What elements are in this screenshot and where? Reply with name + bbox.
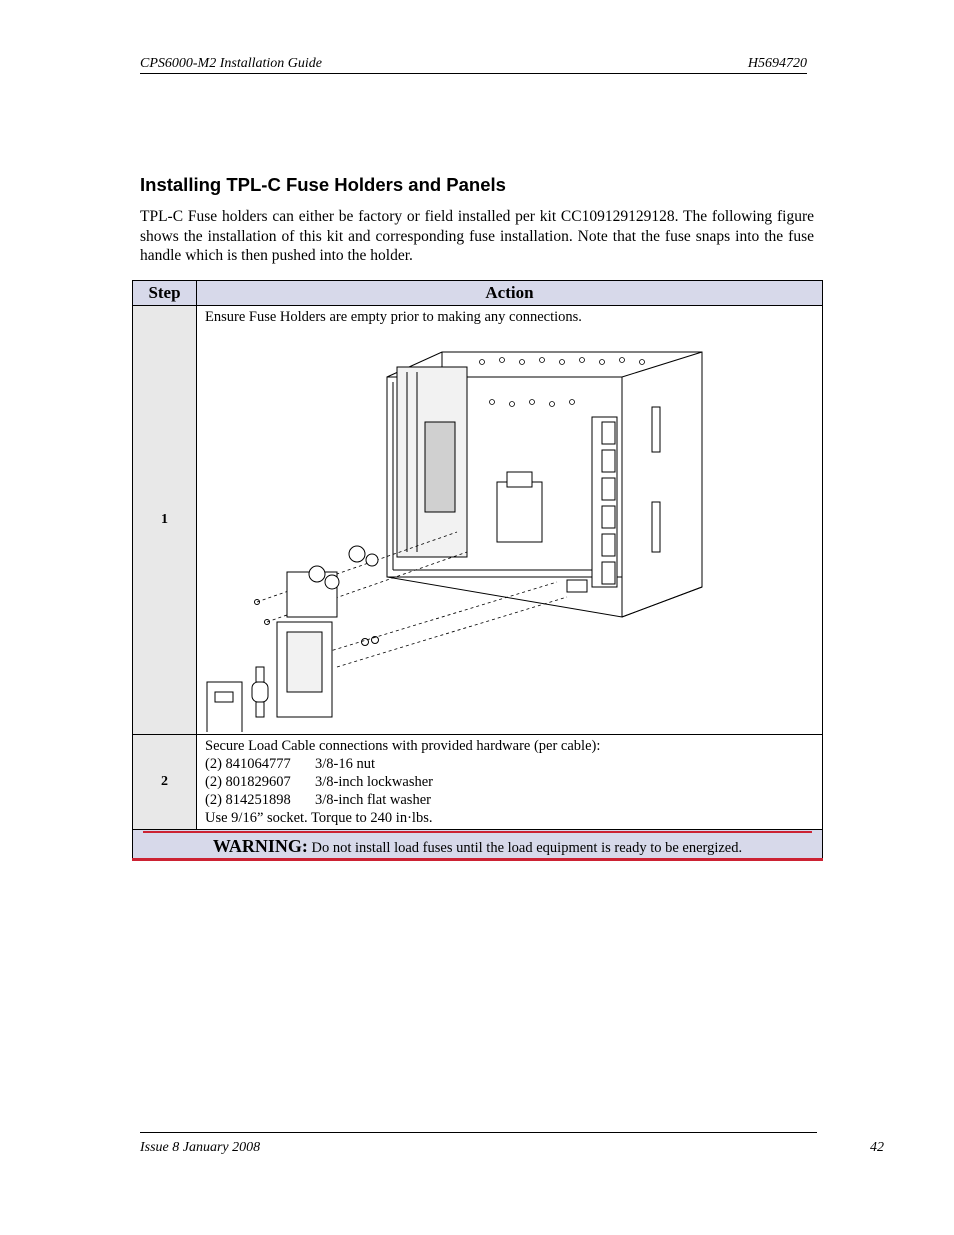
step-text: Secure Load Cable connections with provided hardware (per cable):: [205, 738, 601, 754]
step-number: 1: [133, 306, 197, 735]
page-header: [140, 56, 807, 74]
steps-table: [132, 280, 823, 861]
warning-label: WARNING:: [212, 836, 308, 856]
hardware-item: [205, 773, 814, 791]
table-row: [133, 306, 823, 735]
action-cell: [197, 735, 823, 830]
step-number: 2: [133, 735, 197, 830]
part-description: 3/8-inch lockwasher: [315, 774, 433, 790]
part-number: (2) 814251898: [205, 792, 291, 808]
hardware-item: [205, 791, 814, 809]
page-number: 42: [870, 1140, 884, 1155]
part-number: (2) 841064777: [205, 756, 291, 772]
footer-rule: [140, 1132, 817, 1133]
warning-text: Do not install load fuses until the load equipment is ready to be energized.: [311, 840, 743, 856]
part-number: (2) 801829607: [205, 774, 291, 790]
footer-issue: Issue 8 January 2008: [140, 1140, 261, 1155]
step-text: Ensure Fuse Holders are empty prior to making any connections.: [205, 309, 582, 325]
warning-cell: [133, 830, 823, 860]
torque-note: Use 9/16” socket. Torque to 240 in·lbs.: [205, 810, 433, 826]
fuse-holder-installation-figure: [197, 332, 717, 732]
part-description: 3/8-16 nut: [315, 756, 376, 772]
action-cell: [197, 306, 823, 735]
hardware-item: [205, 755, 814, 773]
section-title: Installing TPL-C Fuse Holders and Panels: [140, 174, 506, 195]
doc-title: CPS6000-M2 Installation Guide: [140, 56, 322, 71]
doc-number: H5694720: [747, 56, 807, 71]
warning-row: [133, 830, 823, 860]
intro-paragraph: TPL-C Fuse holders can either be factory or field installed per kit CC109129129128. The following figure shows the installation of this kit and corresponding fuse installation. Note that the fuse snaps into the fuse handle which is then pushed into the holder.: [140, 208, 814, 264]
col-step-header: Step: [133, 281, 197, 306]
table-header-row: [133, 281, 823, 306]
col-action-header: Action: [197, 281, 823, 306]
table-row: [133, 735, 823, 830]
part-description: 3/8-inch flat washer: [315, 792, 431, 808]
